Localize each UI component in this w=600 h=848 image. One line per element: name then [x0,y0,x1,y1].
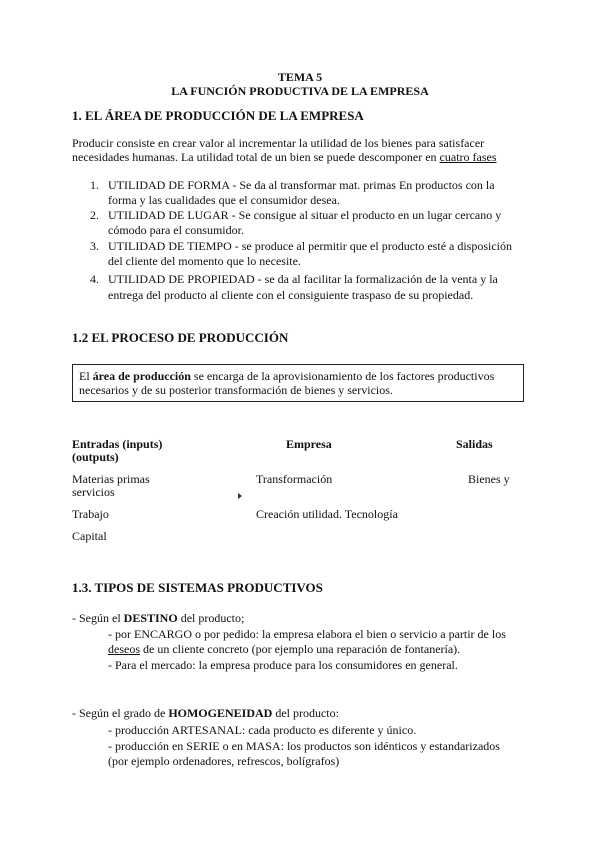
encargo-line-2 [108,642,460,657]
deseos-link[interactable]: deseos [108,642,140,656]
mercado-line: - Para el mercado: la empresa produce para los consumidores en general. [108,658,458,672]
homogeneidad-line [72,706,339,721]
list-item-number: 3. [90,239,99,253]
cuatro-fases-link[interactable]: cuatro fases [439,150,497,164]
page-title: LA FUNCIÓN PRODUCTIVA DE LA EMPRESA [171,84,429,98]
col-header-inputs: Entradas (inputs) [72,437,163,451]
destino-suffix: del producto; [177,611,245,625]
row-salida-wrap: servicios [72,485,115,499]
encargo-line-1: - por ENCARGO o por pedido: la empresa elabora el bien o servicio a partir de los [108,627,506,641]
intro-line-2 [72,150,497,165]
tema-number: TEMA 5 [277,70,323,84]
artesanal-line: - producción ARTESANAL: cada producto es diferente y único. [108,723,417,737]
col-header-salidas: Salidas [456,437,493,451]
serie-line-2: (por ejemplo ordenadores, refrescos, bolígrafos) [108,754,340,768]
definition-rest: se encarga de la aprovisionamiento de los factores productivos [190,369,495,383]
homog-prefix: - Según el grado de [72,706,169,720]
section-1-2-heading: 1.2 EL PROCESO DE PRODUCCIÓN [72,330,289,345]
row-input: Capital [72,529,107,543]
list-item-line: UTILIDAD DE TIEMPO - se produce al permitir que el producto esté a disposición [108,239,513,253]
definition-line-2: necesarios y de su posterior transformación de bienes y servicios. [79,383,393,397]
list-item-line: forma y las cualidades que el consumidor desea. [108,193,340,207]
definition-box [72,364,524,402]
col-header-empresa: Empresa [286,437,332,451]
definition-line-1 [79,369,517,383]
list-item-line: UTILIDAD DE FORMA - Se da al transformar mat. primas En productos con la [108,178,495,192]
definition-prefix: El [79,369,93,383]
destino-line [72,611,244,626]
row-input: Trabajo [72,507,109,521]
homog-suffix: del producto: [272,706,339,720]
list-item-line: cómodo para el consumidor. [108,223,244,237]
serie-line-1: - producción en SERIE o en MASA: los productos son idénticos y estandarizados [108,739,500,753]
list-item-line: del cliente del momento que lo necesite. [108,254,301,268]
section-1-3-heading: 1.3. TIPOS DE SISTEMAS PRODUCTIVOS [72,580,323,595]
destino-prefix: - Según el [72,611,124,625]
arrow-right-icon [238,493,242,499]
row-empresa: Transformación [256,472,333,486]
list-item-number: 4. [90,272,99,286]
intro-line-1: Producir consiste en crear valor al incrementar la utilidad de los bienes para satisfacer [72,136,485,150]
homog-term: HOMOGENEIDAD [168,706,273,720]
section-1-heading: 1. EL ÁREA DE PRODUCCIÓN DE LA EMPRESA [72,108,364,123]
list-item-line: UTILIDAD DE LUGAR - Se consigue al situar el producto en un lugar cercano y [108,208,502,222]
list-item-number: 2. [90,208,99,222]
list-item-line: UTILIDAD DE PROPIEDAD - se da al facilitar la formalización de la venta y la [108,272,498,286]
row-salida: Bienes y [468,472,510,486]
col-header-outputs-wrap: (outputs) [72,450,119,464]
list-item-number: 1. [90,178,99,192]
definition-term: área de producción [92,369,191,383]
row-empresa: Creación utilidad. Tecnología [256,507,398,521]
intro-line-2-text: necesidades humanas. La utilidad total de un bien se puede descomponer en [72,150,440,164]
destino-term: DESTINO [123,611,178,625]
list-item-line: entrega del producto al cliente con el consiguiente traspaso de su propiedad. [108,288,474,302]
encargo-line-2-rest: de un cliente concreto (por ejemplo una reparación de fontanería). [140,642,461,656]
row-input: Materias primas [72,472,150,486]
